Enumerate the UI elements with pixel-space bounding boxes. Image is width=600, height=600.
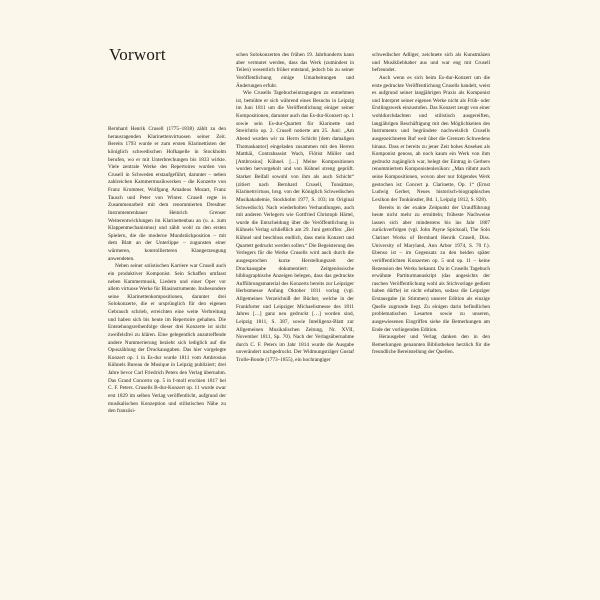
paragraph: Bernhard Henrik Crusell (1775–1838) zählt zu den herausragenden Klarinettenvirtuosen seiner Zeit. Bereits 1793 wurde er zum ersten Klarinettisten der königlich schwedischen Hofkapelle in Stockholm berufen, wo er mit Unterbrechungen bis 1833 wirkte. Viele zentrale Werke des Repertoires wurden von Crusell in Schweden erstaufgeführt, darunter – neben zahlreichen Kammermusikwerken – die Konzerte von Franz Krommer, Wolfgang Amadeus Mozart, Franz Tausch und Peter von Winter. Crusell regte in Zusammenarbeit mit dem renommierten Dresdner Instrumentenbauer Heinrich Grenser Weiterentwicklungen im Klarinettenbau an (u. a. zum Klappenmechanismus) und zählt wohl zu den ersten Spielern, die die moderne Mundstückposition – mit dem Blatt an der Unterlippe – zugunsten einer wärmeren, kontrollierteren Klangerzeugung anwendeten. <box>108 126 226 262</box>
paragraph: schen Solokonzerten des frühen 19. Jahrhunderts kann aber vermutet werden, dass das Werk (zumindest in Teilen) wesentlich früher entstand, jedoch bis zu seiner Veröffentlichung einige Umarbeitungen und Änderungen erfuhr. <box>236 52 354 89</box>
paragraph: Bereits in der exakte Zeitpunkt der Uraufführung heute nicht mehr zu ermitteln; früheste Nachweise lassen sich aber mindestens bis ins Jahr 1807 zurückverfolgen (vgl. John Payne Spicknall, The Solo Clarinet Works of Bernhard Henrik Crusell, Diss. University of Maryland, Ann Arbor 1974, S. 70 f.). Ebenso ist – im Gegensatz zu den beiden später veröffentlichten Konzerten op. 5 und op. 11 – keine Rezension des Werks bekannt. Da in Crusells Tagebuch erwähnte Partiturmanuskript (das angesichts der raschen Veröffentlichung wohl als Stichvorlage gedient haben dürfte) ist nicht erhalten, sodass die Leipziger Erstausgabe (in Stimmen) unserer Edition als einzige Quelle zugrunde liegt. Zu einigen darin befindlichen problematischen Lesarten sowie zu unseren, ausgewiesenen Eingriffen siehe die Bemerkungen am Ende der vorliegenden Edition. <box>372 204 490 333</box>
paragraph: Wie Crusells Tagebucheintragungen zu entnehmen ist, bemühte er sich während eines Besuchs in Leipzig im Juni 1811 um die Veröffentlichung einiger seiner Kompositionen, darunter auch das Es-dur-Konzert op. 1 sowie sein Es-dur-Quartett für Klarinette und Streichtrio op. 2. Crusell notierte am 25. Juni: „Am Abend wurden wir zu Herrn Schicht [dem damaligen Thomaskantor] eingeladen zusammen mit den Herren Matthäi, Contrabassist Wach, Flötist Müller und [Ambrosius] Kühnel. […] Meine Kompositionen wurden hervorgeholt und von Kühnel streng geprüft. Starker Beifall sowohl von ihm als auch Schicht“ (zitiert nach Bernhard Crusell, Tonsättare, Klarinettvirtuos, hrsg. von der Königlich Schwedischen Musikakademie, Stockholm 1977, S. 103; im Original Schwedisch). Nach wiederholten Verhandlungen, auch mit anderen Verlegern wie Gottfried Christoph Härtel, wurde die Entscheidung über die Veröffentlichung in Kühnels Verlag schließlich am 29. Juni getroffen: „Bei Kühnel und beschloss endlich, dass mein Konzert und Quartett gedruckt werden sollen.“ Die Begeisterung des Verlegers für die Werke Crusells wird auch durch die ausgesprochen kurze Herstellungszeit der Druckausgabe dokumentiert: Zeitgenössische bibliographische Anzeigen belegen, dass das gedruckte Aufführungsmaterial des Konzerts bereits zur Leipziger Herbstmesse Anfang Oktober 1811 vorlag (vgl. Allgemeines Verzeichniß der Bücher, welche in der Frankfurter und Leipziger Michaelismesse des 1811 Jahres […] ganz neu gedruckt […] worden sind, Leipzig 1811, S. 387, sowie Intelligenz-Blatt zur Allgemeinen Musikalischen Zeitung, Nr. XVII, November 1811, Sp. 70). Nach der Verlagsübernahme durch C. F. Peters im Jahr 1814 wurde die Ausgabe unverändert nachgedruckt. Der Widmungsträger Gustaf Trolle-Bonde (1773–1855), ein hochrangiger <box>236 90 354 363</box>
page-title: Vorwort <box>109 45 166 64</box>
paragraph: Neben seiner solistischen Karriere war Crusell auch ein produktiver Komponist. Sein Schaffen umfasst neben Kammermusik, Liedern und einer Oper vor allem virtuose Werke für Blasinstrumente. Insbesondere seine Klarinettenkompositionen, darunter drei Solokonzerte, die er ursprünglich für den eigenen Gebrauch schrieb, erreichten eine weite Verbreitung und haben sich bis heute im Repertoire gehalten. Die Entstehungsreihenfolge dieser drei Konzerte ist nicht zweifelsfrei zu klären. Eine gelegentlich anzutreffende andere Nummerierung bezieht sich lediglich auf die Opuszählung der Druckausgaben. Das hier vorgelegte Konzert op. 1 in Es-dur wurde 1811 vom Ambrosius Kühnels Bureau de Musique in Leipzig publiziert; drei Jahre bevor Carl Friedrich Peters den Verlag übernahm. Das Grand Concerto op. 5 in f-moll erschien 1817 bei C. F. Peters. Crusells B-dur-Konzert op. 11 wurde zwar erst 1829 im selben Verlag veröffentlicht, aufgrund der musikalischen Konzeption und stilistischen Nähe zu den französi- <box>108 263 226 415</box>
text-column-3 <box>372 52 490 586</box>
text-column-1 <box>108 126 226 582</box>
text-column-2 <box>236 52 354 586</box>
paragraph: Herausgeber und Verlag danken den in den Bemerkungen genannten Bibliotheken herzlich für die freundliche Bereitstellung der Quellen. <box>372 334 490 356</box>
paragraph: schwedischer Adliger, zeichnete sich als Kunstmäzen und Musikliebhaber aus und war eng mit Crusell befreundet. <box>372 52 490 74</box>
paragraph: Auch wenn es sich beim Es-dur-Konzert um die erste gedruckte Veröffentlichung Crusells handelt, weist es aufgrund seiner langjährigen Praxis als Komponist und Interpret seiner eigenen Werke nicht als Früh- oder Erstlingswerk einzustufen. Das Konzert zeugt von einer wohldurchdachten und stilistisch ausgereiften, langjährigen Beschäftigung mit den Möglichkeiten des Instruments und begründete nachweislich Crusells ausgezeichneten Ruf weit über die Grenzen Schwedens hinaus. Dass er bereits zu jener Zeit hohes Ansehen als Komponist genoss, ab noch kaum ein Werk von ihm gedruckt zugänglich war, belegt der Eintrag in Gerbers renommiertem Komponistenlexikon: „Man rühmt auch seine Kompositionen, wovon aber nur folgendes Werk gestochen ist: Concert p. Clarinette, Op. 1“ (Ernst Ludwig Gerber, Neues historisch-biographisches Lexikon der Tonkünstler, Bd. 1, Leipzig 1812, S. 828). <box>372 74 490 203</box>
